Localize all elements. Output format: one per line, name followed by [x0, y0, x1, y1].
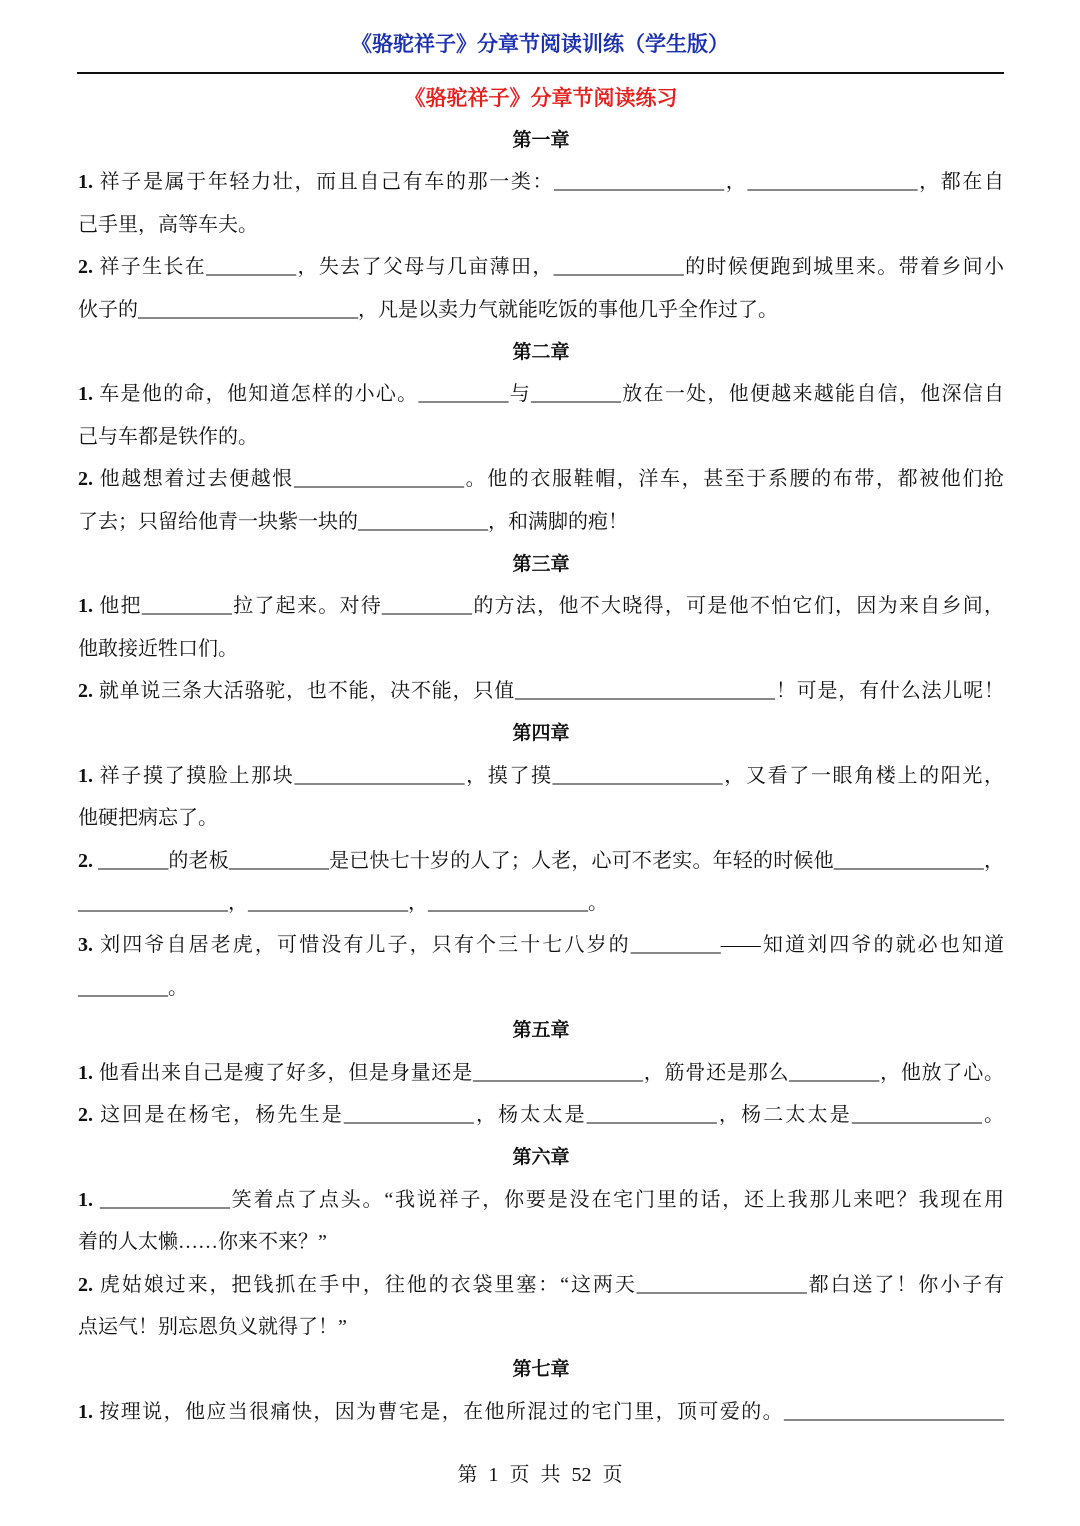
- page-title: 《骆驼祥子》分章节阅读练习: [404, 86, 678, 110]
- question-number: 1.: [78, 595, 100, 618]
- question-number: 3.: [78, 934, 101, 957]
- question-text: 伙子的______________________，凡是以卖力气就能吃饭的事他几乎全作过了。: [78, 298, 778, 321]
- question-line: [78, 924, 1004, 966]
- question-number: 2.: [78, 680, 99, 703]
- question-line: [78, 161, 1004, 203]
- document-body: [78, 77, 1004, 1433]
- question-line: [78, 1052, 1004, 1094]
- question-number: 1.: [78, 1188, 100, 1211]
- chapter-heading: [78, 712, 1004, 754]
- question-line: [78, 1391, 1004, 1433]
- page-footer: 第 1 页 共 52 页: [457, 1464, 623, 1486]
- question-text: 刘四爷自居老虎，可惜没有儿子，只有个三十七八岁的_________——知道刘四爷的就必也知道: [100, 934, 1005, 957]
- question-line: [78, 628, 1004, 670]
- question-text: 点运气！别忘恩负义就得了！”: [78, 1315, 347, 1338]
- question-line: [78, 1306, 1004, 1348]
- chapter-heading-text: 第六章: [512, 1146, 570, 1169]
- chapter-heading: [78, 543, 1004, 585]
- chapter-heading: [78, 1009, 1004, 1051]
- question-text: 他看出来自己是瘦了好多，但是身量还是_________________，筋骨还是那么_________，他放了心。: [98, 1061, 1005, 1084]
- question-text: 车是他的命，他知道怎样的小心。_________与_________放在一处，他便越来越能自信，他深信自: [99, 383, 1005, 406]
- question-line: [78, 1221, 1004, 1263]
- question-text: _________。: [78, 976, 188, 999]
- chapter-heading: [78, 1348, 1004, 1390]
- chapter-heading-text: 第七章: [512, 1358, 570, 1381]
- question-text: 他越想着过去便越恨_________________。他的衣服鞋帽，洋车，甚至于系腰的布带，都被他们抢: [99, 468, 1005, 491]
- question-text: 他把_________拉了起来。对待_________的方法，他不大晓得，可是他不怕它们，因为来自乡间，: [99, 595, 1005, 618]
- question-text: 虎姑娘过来，把钱抓在手中，往他的衣袋里塞：“这两天_________________都白送了！你小子有: [99, 1273, 1004, 1296]
- question-text: 这回是在杨宅，杨先生是_____________，杨太太是_____________，杨二太太是_____________。: [100, 1103, 1005, 1126]
- question-number: 2.: [78, 468, 100, 491]
- document-header-title: 《骆驼祥子》分章节阅读训练（学生版）: [351, 32, 729, 56]
- question-number: 1.: [78, 1400, 100, 1423]
- question-line: [78, 501, 1004, 543]
- header-rule: [77, 72, 1004, 74]
- question-line: [78, 755, 1004, 797]
- chapter-heading-text: 第一章: [512, 129, 570, 151]
- question-text: 祥子摸了摸脸上那块_________________，摸了摸_________________，又看了一眼角楼上的阳光，: [99, 764, 1005, 787]
- question-number: 2.: [78, 256, 100, 279]
- question-text: _______________，________________，________________。: [78, 892, 608, 915]
- question-text: 祥子生长在_________，失去了父母与几亩薄田，_____________的时候便跑到城里来。带着乡间小: [99, 256, 1005, 279]
- question-line: [78, 840, 1004, 882]
- question-line: [78, 882, 1004, 924]
- chapter-heading-text: 第二章: [512, 340, 570, 363]
- chapter-heading-text: 第四章: [512, 722, 570, 745]
- question-text: 按理说，他应当很痛快，因为曹宅是，在他所混过的宅门里，顶可爱的。______________________: [99, 1400, 1005, 1423]
- question-line: [78, 458, 1004, 500]
- chapter-heading-text: 第三章: [512, 552, 570, 575]
- question-text: 己与车都是铁作的。: [78, 425, 258, 448]
- question-line: [78, 246, 1004, 288]
- question-text: 他硬把病忘了。: [78, 807, 218, 830]
- question-text: 祥子是属于年轻力壮，而且自己有车的那一类：_________________，_________________，都在自: [99, 171, 1005, 194]
- question-line: [78, 585, 1004, 627]
- chapter-heading-text: 第五章: [512, 1019, 570, 1042]
- question-number: 1.: [78, 383, 100, 406]
- question-text: 己手里，高等车夫。: [78, 213, 258, 236]
- question-text: 了去；只留给他青一块紫一块的_____________，和满脚的疱！: [78, 510, 628, 533]
- question-line: [78, 1094, 1004, 1136]
- question-text: _____________笑着点了点头。“我说祥子，你要是没在宅门里的话，还上我那儿来吧？我现在用: [99, 1188, 1005, 1211]
- question-line: [78, 967, 1004, 1009]
- chapter-heading: [78, 119, 1004, 161]
- question-line: [78, 670, 1004, 712]
- question-number: 2.: [78, 1273, 100, 1296]
- question-line: [78, 289, 1004, 331]
- exercise-lines: [78, 119, 1004, 1433]
- question-text: 着的人太懒……你来不来？”: [78, 1231, 327, 1254]
- question-line: [78, 1264, 1004, 1306]
- question-line: [78, 204, 1004, 246]
- question-number: 1.: [78, 171, 100, 194]
- question-text: _______的老板__________是已快七十岁的人了；人老，心可不老实。年轻的时候他_______________，: [98, 849, 1004, 872]
- chapter-heading: [78, 331, 1004, 373]
- question-text: 他敢接近牲口们。: [78, 637, 238, 660]
- question-line: [78, 1179, 1004, 1221]
- question-number: 1.: [78, 764, 100, 787]
- question-line: [78, 373, 1004, 415]
- question-line: [78, 416, 1004, 458]
- chapter-heading: [78, 1136, 1004, 1178]
- question-number: 1.: [78, 1061, 99, 1084]
- question-line: [78, 797, 1004, 839]
- question-text: 就单说三条大活骆驼，也不能，决不能，只值__________________________！可是，有什么法儿呢！: [98, 680, 1004, 703]
- question-number: 2.: [78, 1103, 101, 1126]
- question-number: 2.: [78, 849, 99, 872]
